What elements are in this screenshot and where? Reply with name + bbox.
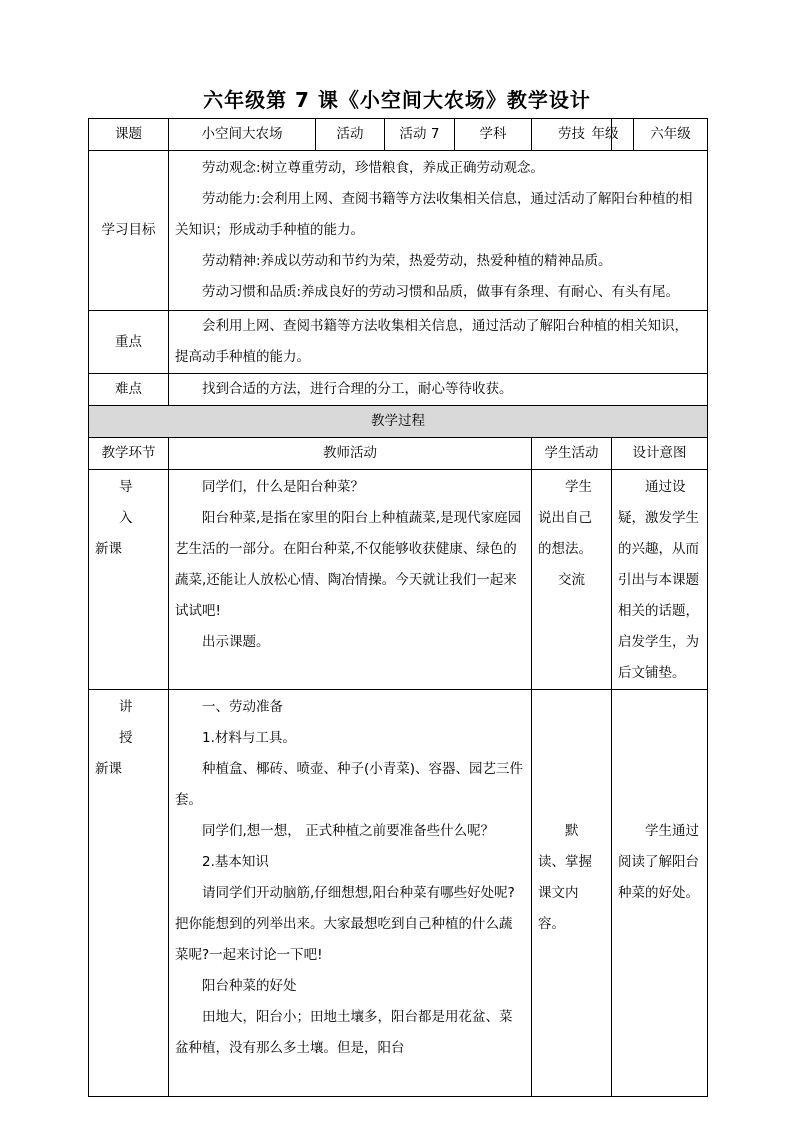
- teacher-activity: [169, 470, 532, 690]
- topic-label: 课题: [89, 119, 169, 151]
- difficulty-row: [89, 374, 708, 406]
- goals-content: [169, 151, 708, 311]
- col-intent: 设计意图: [612, 438, 708, 470]
- teacher-paragraph: 出示课题。: [202, 634, 270, 650]
- teacher-paragraph: 阳台种菜的好处: [202, 978, 297, 994]
- activity-label: 活动: [316, 119, 385, 151]
- teacher-paragraph: 一、劳动准备: [202, 699, 283, 715]
- grade-label: 年级: [591, 126, 619, 142]
- col-student: 学生活动: [532, 438, 612, 470]
- process-header-row: [89, 406, 708, 438]
- topic-value: 小空间大农场: [169, 119, 316, 151]
- teacher-paragraph: 阳台种菜,是指在家里的阳台上种植蔬菜,是现代家庭园艺生活的一部分。在阳台种菜,不仅能够收获健康、绿色的蔬菜,还能让人放松心情、陶冶情操。今天就让我们一起来试试吧!: [175, 510, 522, 619]
- stage-name: 导入 新课: [89, 470, 169, 690]
- key-point-row: [89, 311, 708, 374]
- teacher-paragraph: 2.基本知识: [202, 854, 269, 870]
- teacher-activity: [169, 690, 532, 1097]
- difficulty-label: 难点: [89, 374, 169, 406]
- student-activity: 默读、掌握课文内容。: [532, 690, 612, 1097]
- goal-line: 劳动精神:养成以劳动和节约为荣，热爱劳动，热爱种植的精神品质。: [202, 253, 612, 269]
- stage-row-teaching: [89, 690, 708, 1097]
- col-stage: 教学环节: [89, 438, 169, 470]
- teacher-paragraph: 同学们,想一想， 正式种植之前要准备些什么呢？: [202, 823, 495, 839]
- lesson-plan-table: [88, 118, 708, 1097]
- key-point-label: 重点: [89, 311, 169, 374]
- process-header: 教学过程: [89, 406, 708, 438]
- teacher-paragraph: 种植盒、椰砖、喷壶、种子(小青菜)、容器、园艺三件套。: [175, 761, 524, 808]
- stage-row-intro: [89, 470, 708, 690]
- subject-label: 学科: [455, 119, 532, 151]
- key-point-text: 会利用上网、查阅书籍等方法收集相关信息，通过活动了解阳台种植的相关知识，提高动手种植的能力。: [175, 318, 688, 365]
- teacher-paragraph: 请同学们开动脑筋,仔细想想,阳台种菜有哪些好处呢?把你能想到的列举出来。大家最想吃到自己种植的什么蔬菜呢?一起来讨论一下吧!: [175, 885, 515, 963]
- goals-row: [89, 151, 708, 311]
- page-title: 六年级第 7 课《小空间大农场》教学设计: [203, 88, 591, 112]
- goal-line: 劳动能力:会利用上网、查阅书籍等方法收集相关信息，通过活动了解阳台种植的相关知识；形成动手种植的能力。: [175, 191, 693, 238]
- goal-line: 劳动习惯和品质:养成良好的劳动习惯和品质，做事有条理、有耐心、有头有尾。: [202, 284, 680, 300]
- activity-value: 活动 7: [385, 119, 455, 151]
- design-intent: 通过设疑，激发学生的兴趣，从而引出与本课题相关的话题，启发学生，为后文铺垫。: [612, 470, 708, 690]
- goal-line: 劳动观念:树立尊重劳动，珍惜粮食，养成正确劳动观念。: [202, 160, 545, 176]
- column-header-row: [89, 438, 708, 470]
- goals-label: 学习目标: [89, 151, 169, 311]
- teacher-paragraph: 田地大，阳台小；田地土壤多，阳台都是用花盆、菜盆种植，没有那么多土壤。但是，阳台: [175, 1009, 513, 1056]
- design-intent: 学生通过阅读了解阳台种菜的好处。: [612, 690, 708, 1097]
- teacher-paragraph: 1.材料与工具。: [202, 730, 296, 746]
- grade-value: 年级 六年级: [634, 119, 708, 151]
- col-teacher: 教师活动: [169, 438, 532, 470]
- student-activity: 学生说出自己的想法。 交流: [532, 470, 612, 690]
- teacher-paragraph: 同学们，什么是阳台种菜？: [202, 479, 364, 495]
- subject-value: 劳技: [532, 119, 612, 151]
- info-row: [89, 119, 708, 151]
- stage-name: 讲授 新课: [89, 690, 169, 1097]
- difficulty-text: 找到合适的方法，进行合理的分工，耐心等待收获。: [202, 381, 513, 397]
